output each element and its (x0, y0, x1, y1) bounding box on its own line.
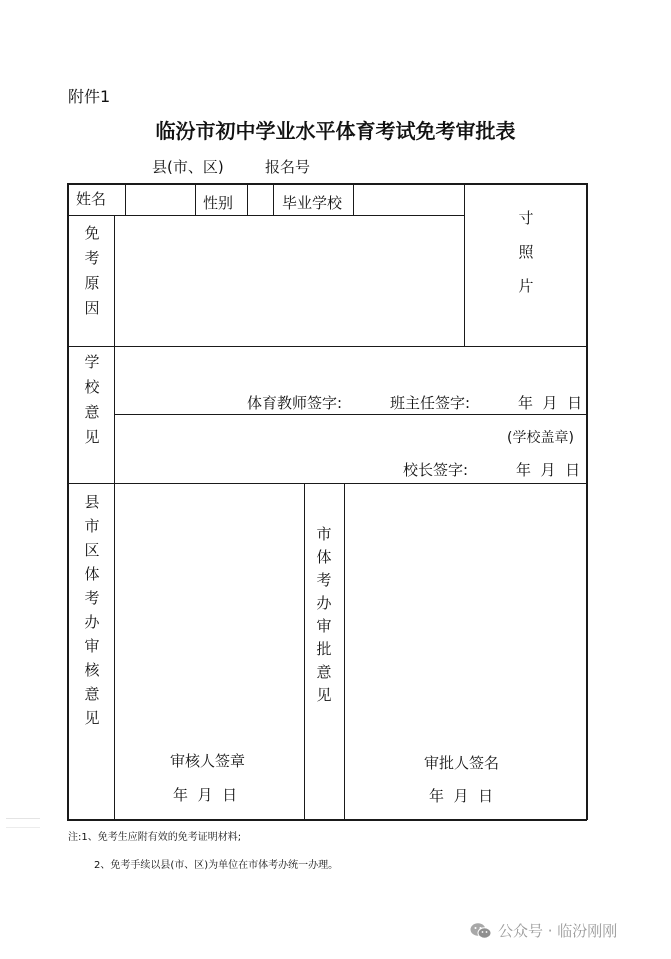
exempt-reason-label: 免 考 原 因 (84, 224, 100, 317)
note-2: 2、免考手续以县(市、区)为单位在市体考办统一办理。 (94, 860, 339, 871)
photo-char: 片 (518, 277, 534, 295)
regno-label: 报名号 (265, 158, 311, 176)
school-field[interactable] (355, 185, 463, 214)
page-title: 临汾市初中学业水平体育考试免考审批表 (155, 119, 516, 143)
class-teacher-sign: 班主任签字: (390, 394, 471, 412)
watermark-text: 公众号 · 临汾刚刚 (498, 921, 618, 940)
city-approval-label: 市 体 考 办 审 批 意 见 (316, 525, 332, 704)
reviewer-seal: 审核人签章 (170, 752, 246, 770)
date-approver: 年 月 日 (429, 787, 494, 805)
photo-char: 照 (518, 243, 534, 261)
school-opinion-label: 学 校 意 见 (84, 353, 100, 446)
name-label: 姓名 (76, 190, 107, 208)
date-school-teachers: 年 月 日 (518, 394, 583, 412)
principal-sign: 校长签字: (403, 461, 469, 479)
photo-area (515, 211, 537, 294)
approver-sign: 审批人签名 (424, 754, 500, 772)
attachment-label: 附件1 (68, 87, 111, 106)
exempt-reason-field[interactable] (116, 217, 463, 345)
date-reviewer: 年 月 日 (173, 786, 238, 804)
watermark (470, 921, 617, 941)
date-principal: 年 月 日 (516, 461, 581, 479)
gender-label: 性别 (203, 194, 234, 212)
school-label: 毕业学校 (282, 194, 343, 212)
name-field[interactable] (127, 185, 194, 214)
photo-char: 寸 (518, 209, 534, 227)
pe-teacher-sign: 体育教师签字: (247, 394, 343, 412)
county-label: 县(市、区) (152, 158, 224, 176)
gender-field[interactable] (249, 185, 272, 214)
county-review-label: 县 市 区 体 考 办 审 核 意 见 (84, 493, 100, 727)
school-seal: (学校盖章) (507, 430, 574, 446)
scan-mark (6, 818, 40, 828)
wechat-icon (470, 922, 492, 940)
note-1: 注:1、免考生应附有效的免考证明材料; (68, 832, 242, 843)
